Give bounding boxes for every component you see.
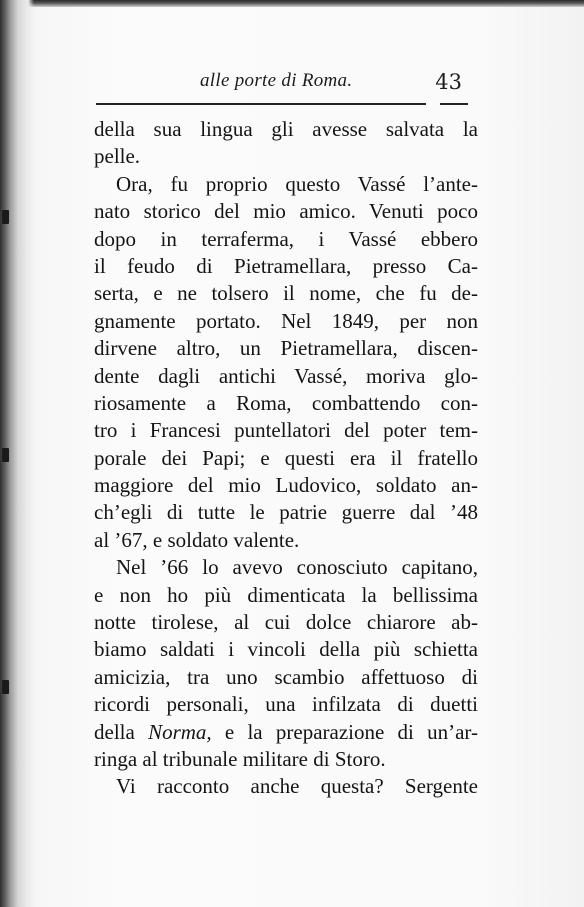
italic-title-norma: Norma, [148,719,212,744]
page-header [96,70,476,98]
text-line: Ora, fu proprio questo Vassé l’ante- [116,171,478,196]
page-number: 43 [435,70,462,94]
spine-mark [2,210,9,224]
text-line: nato storico del mio amico. Venuti poco [94,199,478,224]
text-line: Vi racconto anche questa? Sergente [116,774,478,799]
text-line: ricordi personali, una infilzata di duetti [94,692,478,717]
text-line: ringa al tribunale militare di Storo. [94,746,386,771]
text-line: il feudo di Pietramellara, presso Ca- [94,253,478,278]
body-text [94,116,478,801]
text-line: serta, e ne tolsero il nome, che fu de- [94,281,478,306]
text-fragment: della [94,719,149,744]
text-line: biamo saldati i vincoli della più schietta [94,637,478,662]
text-line: notte tirolese, al cui dolce chiarore ab- [94,610,478,635]
text-line: dente dagli antichi Vassé, moriva glo- [94,363,478,388]
text-line: al ’67, e soldato valente. [94,527,300,552]
text-line: Nel ’66 lo avevo conosciuto capitano, [116,555,478,580]
text-line: dopo in terraferma, i Vassé ebbero [94,226,478,251]
text-fragment: e la preparazione di un’ar- [211,719,478,744]
spine-mark [2,448,9,462]
text-line: riosamente a Roma, combattendo con- [94,390,478,415]
book-spine-shadow [0,0,34,907]
text-line: e non ho più dimenticata la bellissima [94,582,478,607]
spine-mark [2,680,9,694]
page-top-edge [0,0,584,7]
text-line: maggiore del mio Ludovico, soldato an- [94,473,478,498]
text-line: pelle. [94,144,141,169]
header-rule-short [440,103,468,105]
text-line: tro i Francesi puntellatori del poter tem- [94,418,478,443]
running-head: alle porte di Roma. [200,70,353,91]
text-line: gnamente portato. Nel 1849, per non [94,308,478,333]
text-line: ch’egli di tutte le patrie guerre dal ’48 [94,500,478,525]
text-line-norma [94,719,478,746]
text-line: dirvene altro, un Pietramellara, discen- [94,336,478,361]
text-line: amicizia, tra uno scambio affettuoso di [94,664,478,689]
text-line: della sua lingua gli avesse salvata la [94,117,478,141]
header-rule [96,103,426,105]
text-line: porale dei Papi; e questi era il fratello [94,445,478,470]
